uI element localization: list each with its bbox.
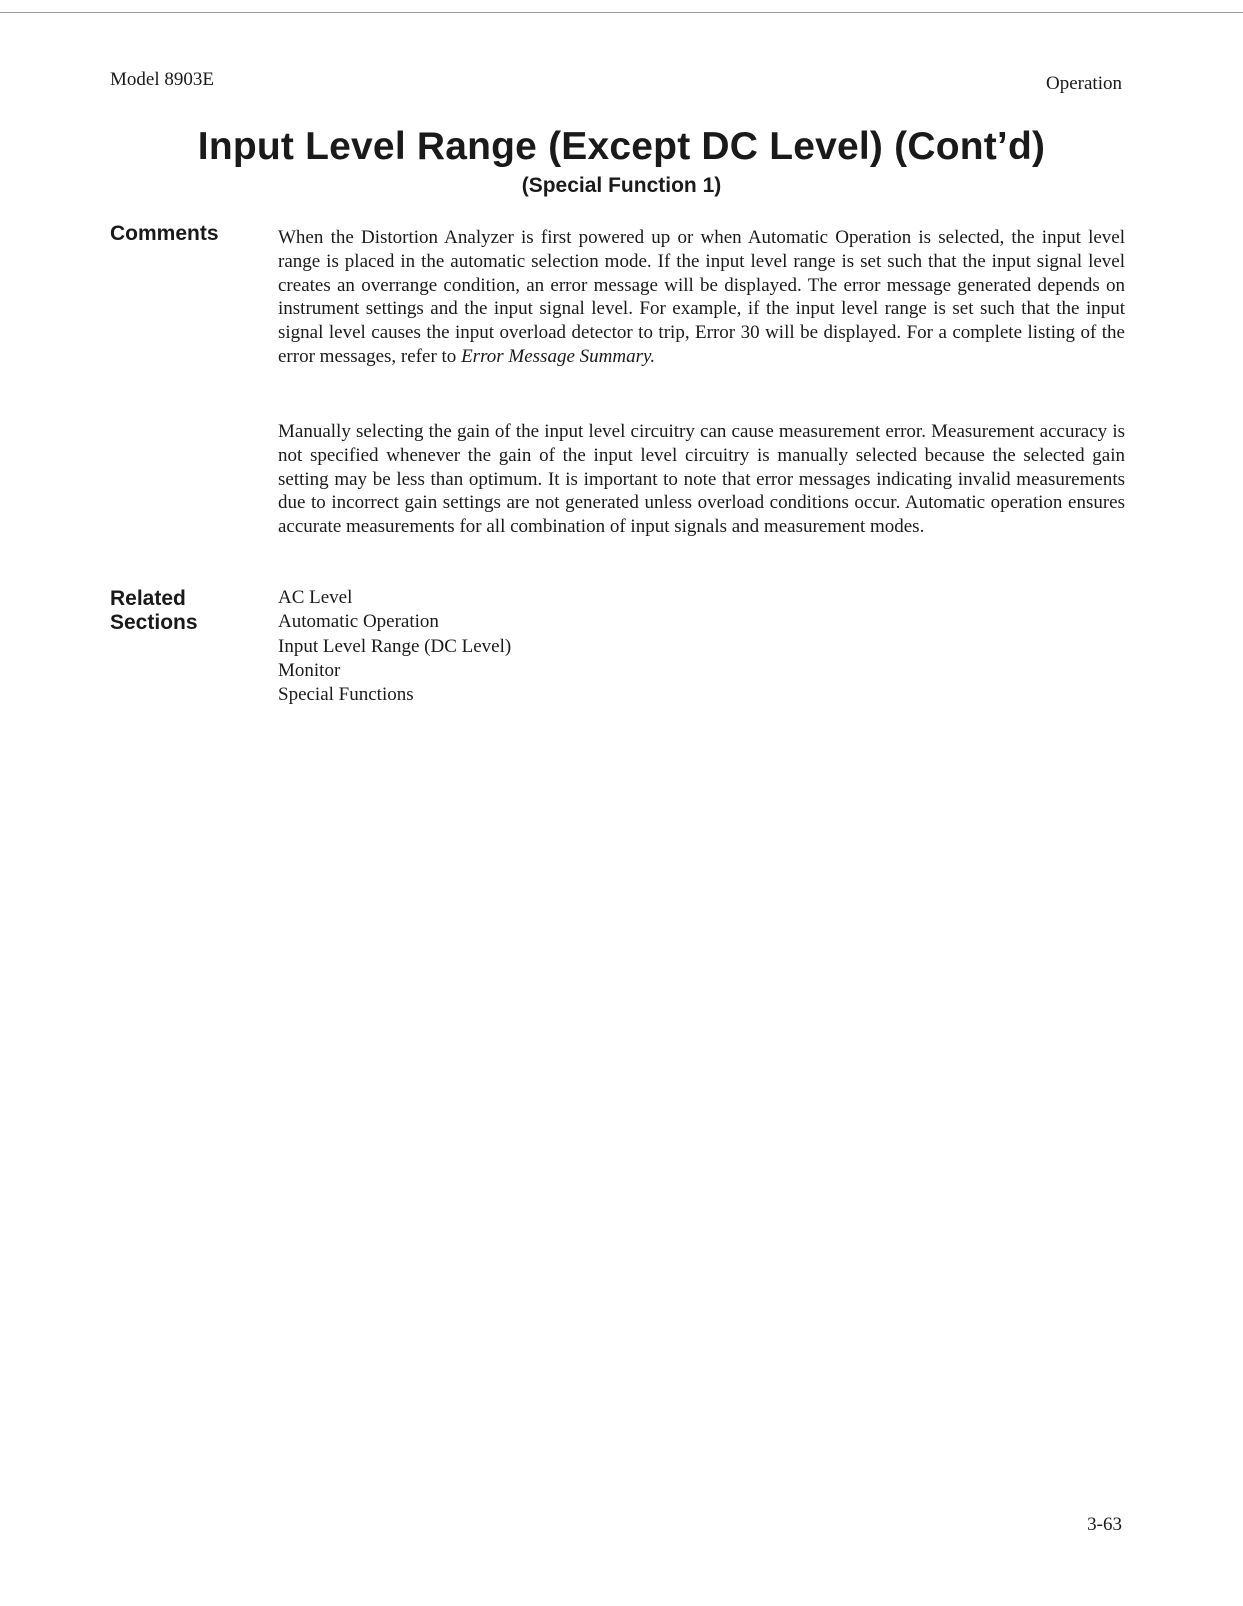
header-model: Model 8903E [110,69,214,90]
page-number: 3-63 [1087,1514,1122,1535]
page-title: Input Level Range (Except DC Level) (Cont’d) [197,125,1046,168]
related-label-line-2: Sections [110,611,198,634]
related-item: AC Level [278,587,353,608]
related-item: Automatic Operation [278,611,439,633]
header-section: Operation [1046,73,1122,94]
page-subtitle: (Special Function 1) [521,174,722,197]
related-item: Special Functions [278,684,414,706]
comments-paragraph-1 [278,226,1125,369]
top-rule [0,12,1243,13]
related-label-line-1: Related [110,587,186,610]
error-message-summary-reference: Error Message Summary. [461,345,656,367]
related-sections-label [110,587,198,635]
comments-paragraph-1-text: When the Distortion Analyzer is first powered up or when Automatic Operation is selected, the input level range is placed in the automatic selection mode. If the input level range is set such that the input signal level creates an overrange condition, an error message will be displayed. The error message generated depends on instrument settings and the input signal level. For example, if the input level range is set such that the input signal level causes the input overload detector to trip, Error 30 will be displayed. For a complete listing of the error messages, refer to [278,227,1125,367]
related-sections-list [278,586,1125,707]
comments-paragraph-2: Manually selecting the gain of the input level circuitry can cause measurement error. Measurement accuracy is not specified whenever the gain of the input level circuitry is manually selected because the selected gain setting may be less than optimum. It is important to note that error messages indicating invalid measurements due to incorrect gain settings are not generated unless overload conditions occur. Automatic operation ensures accurate measurements for all combination of input signals and measurement modes. [278,421,1125,538]
related-item: Monitor [278,659,341,681]
comments-label: Comments [110,222,219,245]
related-item: Input Level Range (DC Level) [278,635,512,657]
